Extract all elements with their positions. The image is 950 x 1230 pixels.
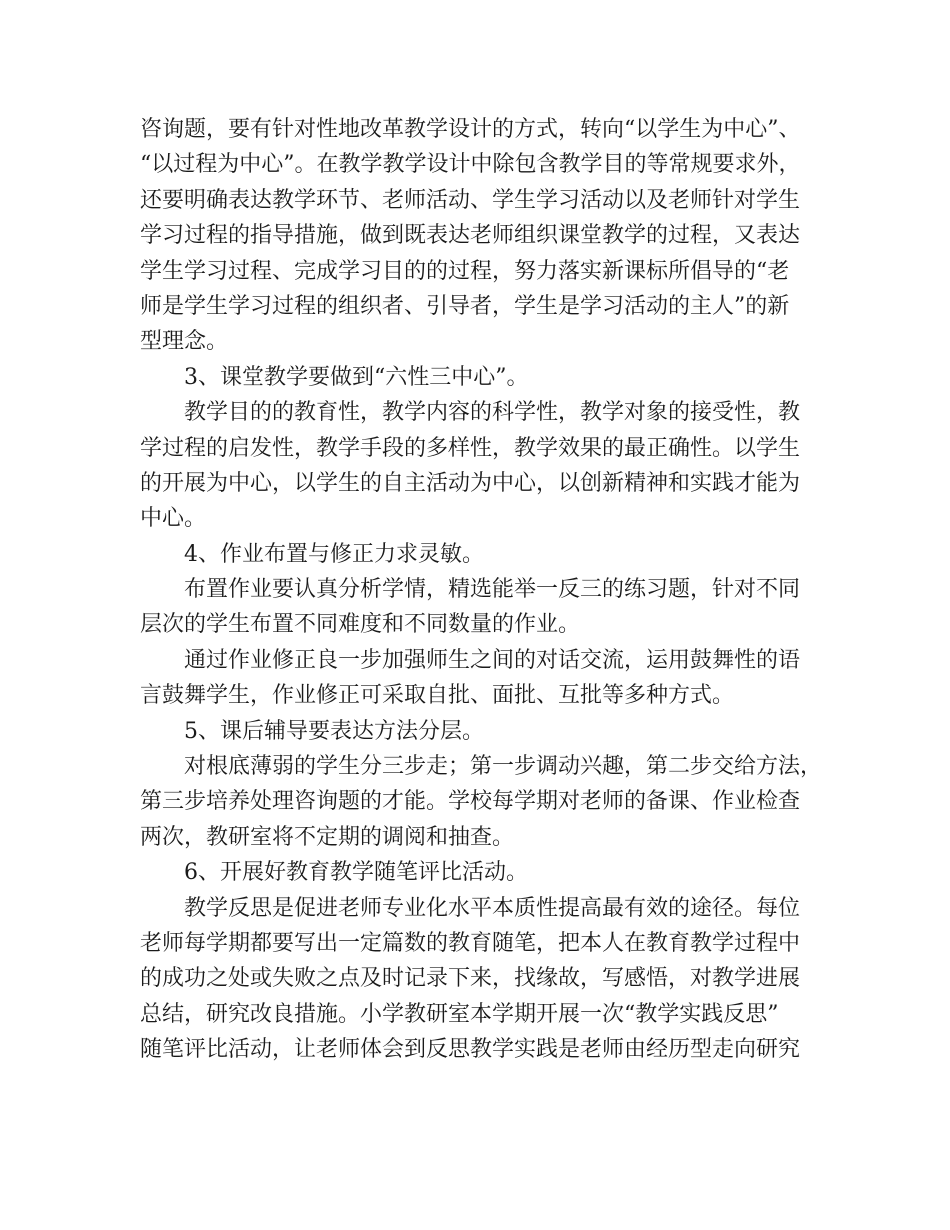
paragraph-line: 老师每学期都要写出一定篇数的教育随笔，把本人在教育教学过程中 <box>140 930 801 956</box>
paragraph-line: 两次，教研室将不定期的调阅和抽查。 <box>140 824 515 850</box>
paragraph-first-line: 3、课堂教学要做到“六性三中心”。 <box>184 364 529 390</box>
paragraph-first-line: 6、开展好教育教学随笔评比活动。 <box>184 860 528 886</box>
paragraph-line: 第三步培养处理咨询题的才能。学校每学期对老师的备课、作业检查 <box>140 789 801 815</box>
paragraph-line: 学习过程的指导措施，做到既表达老师组织课堂教学的过程，又表达 <box>140 223 801 249</box>
paragraph-line: 型理念。 <box>140 329 229 355</box>
paragraph-first-line: 对根底薄弱的学生分三步走；第一步调动兴趣，第二步交给方法， <box>184 754 823 780</box>
paragraph-line: 层次的学生布置不同难度和不同数量的作业。 <box>140 612 581 638</box>
paragraph-line: 总结，研究改良措施。小学教研室本学期开展一次“教学实践反思” <box>140 1001 779 1027</box>
paragraph-line: 中心。 <box>140 506 207 532</box>
paragraph-line: 随笔评比活动，让老师体会到反思教学实践是老师由经历型走向研究 <box>140 1037 801 1063</box>
body-text <box>140 112 823 1068</box>
paragraph-first-line: 通过作业修正良一步加强师生之间的对话交流，运用鼓舞性的语 <box>184 647 801 673</box>
paragraph-line: 学生学习过程、完成学习目的的过程，努力落实新课标所倡导的“老 <box>140 258 790 284</box>
paragraph-first-line: 布置作业要认真分析学情，精选能举一反三的练习题，针对不同 <box>184 577 801 603</box>
paragraph-line: 学过程的启发性，教学手段的多样性，教学效果的最正确性。以学生 <box>140 435 801 461</box>
paragraph-line: 的开展为中心，以学生的自主活动为中心，以创新精神和实践才能为 <box>140 470 801 496</box>
paragraph-line: 的成功之处或失败之点及时记录下来，找缘故，写感悟，对教学进展 <box>140 966 801 992</box>
paragraph-first-line: 5、课后辅导要表达方法分层。 <box>184 718 484 744</box>
paragraph-line: 师是学生学习过程的组织者、引导者，学生是学习活动的主人”的新 <box>140 293 790 319</box>
paragraph-first-line: 教学目的的教育性，教学内容的科学性，教学对象的接受性，教 <box>184 400 801 426</box>
paragraph-line: 言鼓舞学生，作业修正可采取自批、面批、互批等多种方式。 <box>140 683 735 709</box>
paragraph-first-line: 4、作业布置与修正力求灵敏。 <box>184 541 484 567</box>
paragraph-line: 咨询题，要有针对性地改革教学设计的方式，转向“以学生为中心”、 <box>140 117 801 142</box>
paragraph-first-line: 教学反思是促进老师专业化水平本质性提高最有效的途径。每位 <box>184 895 801 921</box>
paragraph-line: 还要明确表达教学环节、老师活动、学生学习活动以及老师针对学生 <box>140 187 801 213</box>
paragraph-line: “以过程为中心”。在教学教学设计中除包含教学目的等常规要求外， <box>140 152 801 178</box>
